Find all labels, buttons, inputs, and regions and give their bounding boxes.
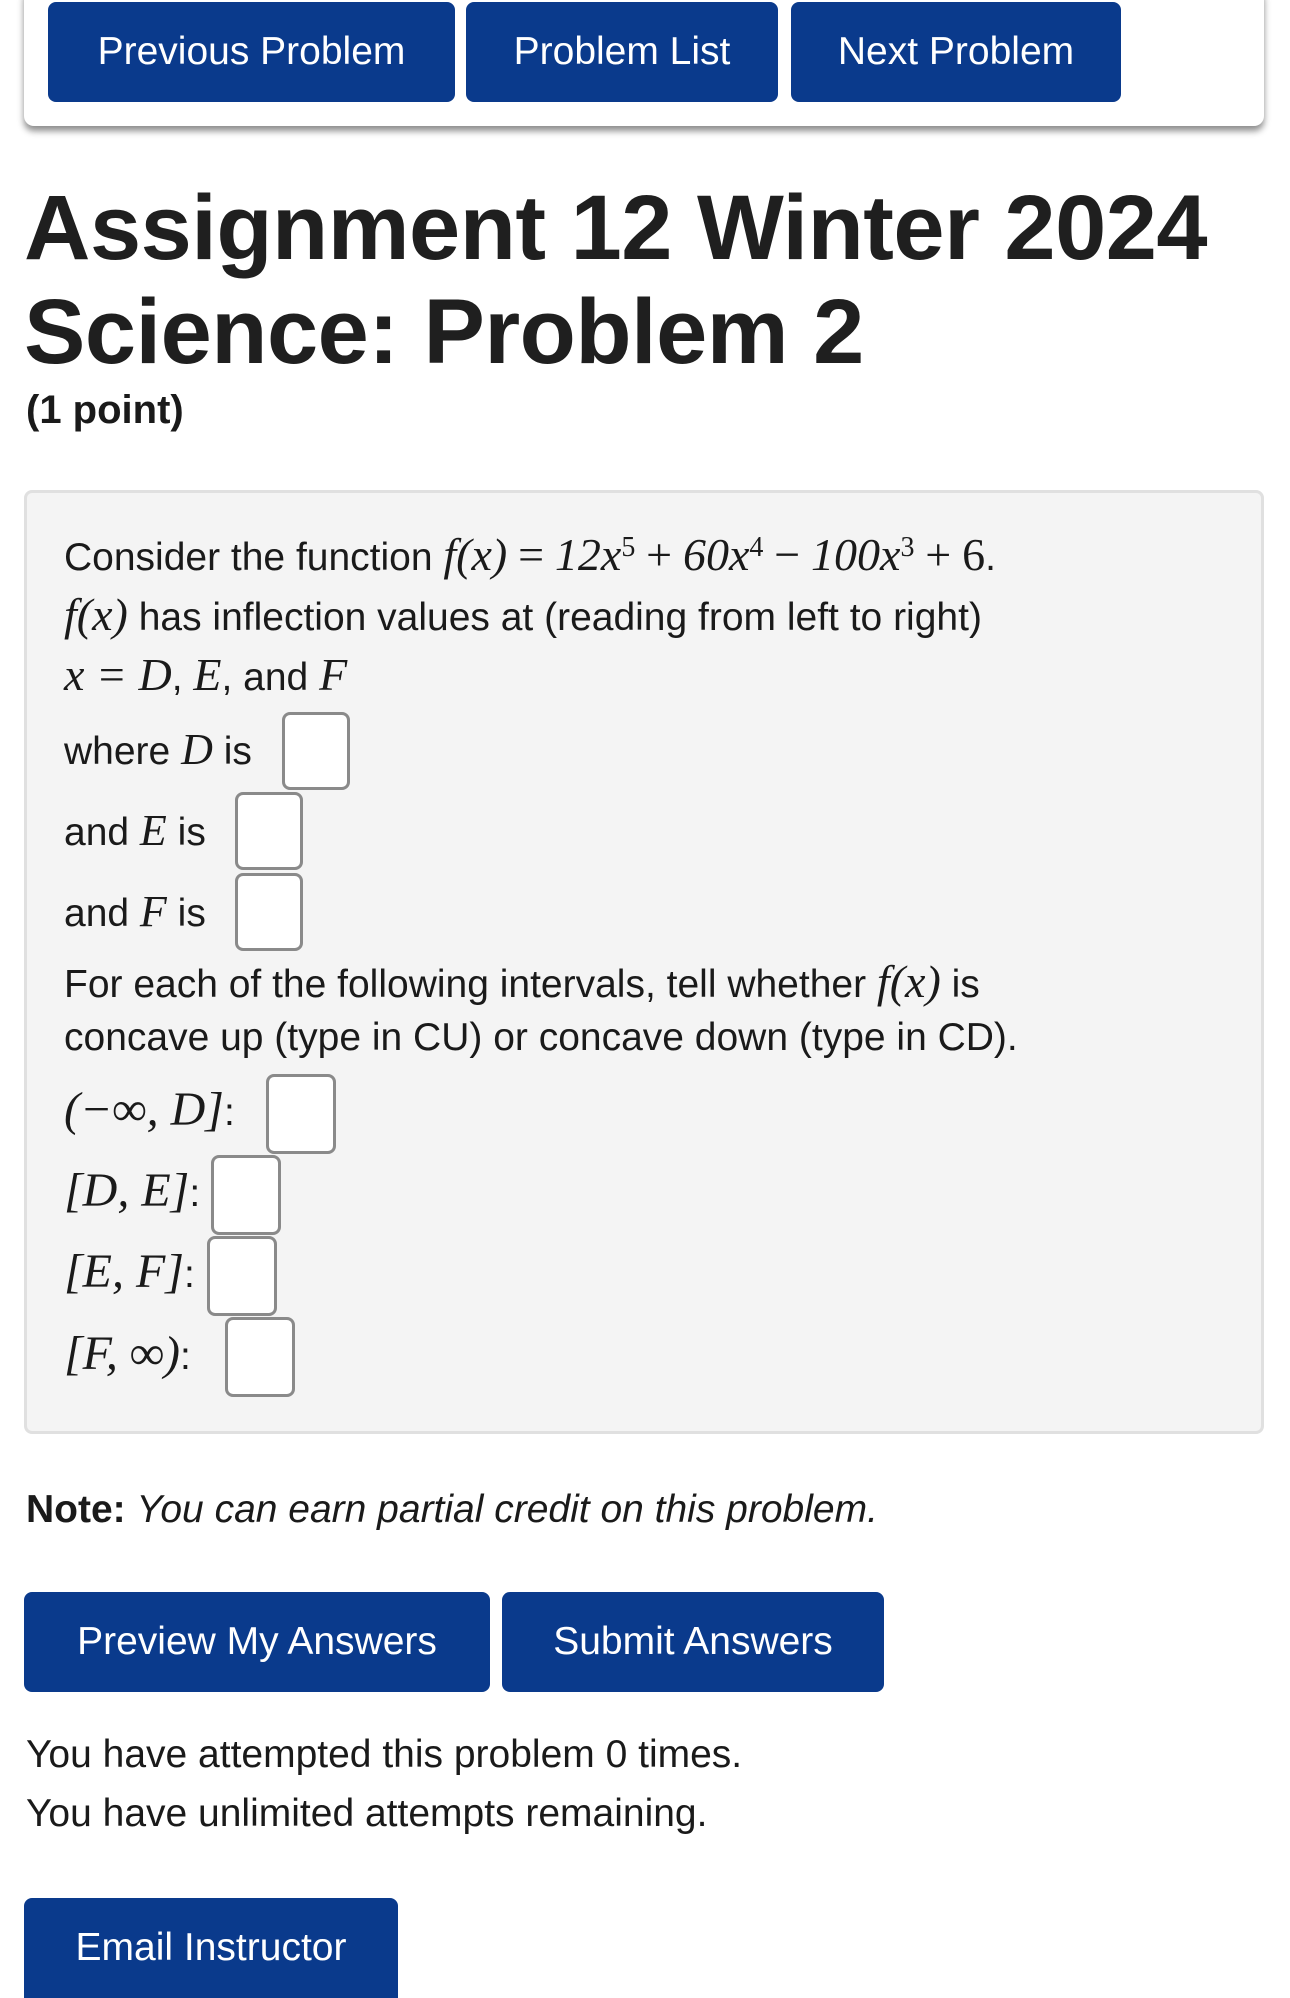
interval-3-input[interactable] [207, 1236, 277, 1316]
preview-answers-button[interactable]: Preview My Answers [24, 1592, 490, 1692]
attempts-remaining: You have unlimited attempts remaining. [26, 1792, 708, 1835]
interval-2-label: [D, E]: [64, 1164, 201, 1217]
submit-answers-button[interactable]: Submit Answers [502, 1592, 884, 1692]
page-title: Assignment 12 Winter 2024 Science: Problem 2 [24, 177, 1208, 383]
next-problem-button[interactable]: Next Problem [791, 2, 1121, 102]
interval-4-input[interactable] [225, 1317, 295, 1397]
answer-f-label: and F is [64, 887, 206, 936]
answer-d-input[interactable] [282, 712, 350, 790]
problem-statement-line3: x = D, E, and F [64, 649, 348, 700]
previous-problem-button[interactable]: Previous Problem [48, 2, 455, 102]
interval-1-input[interactable] [266, 1074, 336, 1154]
function-name: f(x) [443, 529, 508, 580]
point-value: (1 point) [26, 388, 184, 432]
interval-4-label: [F, ∞): [64, 1327, 191, 1380]
answer-f-input[interactable] [235, 873, 303, 951]
interval-3-label: [E, F]: [64, 1245, 195, 1298]
interval-2-input[interactable] [211, 1155, 281, 1235]
problem-list-button[interactable]: Problem List [466, 2, 778, 102]
answer-e-input[interactable] [235, 792, 303, 870]
answer-e-label: and E is [64, 806, 206, 855]
concavity-instructions-line2: concave up (type in CU) or concave down (type in CD). [64, 1016, 1018, 1059]
intro-text: Consider the function [64, 536, 433, 579]
problem-statement-line2: f(x) has inflection values at (reading from left to right) [64, 589, 982, 640]
answer-d-label: where D is [64, 725, 252, 774]
partial-credit-note: Note: You can earn partial credit on this problem. [26, 1488, 878, 1531]
problem-statement-line1: Consider the function $f(x) = 12x^5 + 60x^4 - 100x^3 + 6$. [64, 529, 996, 580]
interval-1-label: (−∞, D]: [64, 1083, 235, 1136]
attempts-count: You have attempted this problem 0 times. [26, 1733, 743, 1776]
email-instructor-button[interactable]: Email Instructor [24, 1898, 398, 1998]
concavity-instructions-line1: For each of the following intervals, tell whether f(x) is [64, 956, 980, 1007]
